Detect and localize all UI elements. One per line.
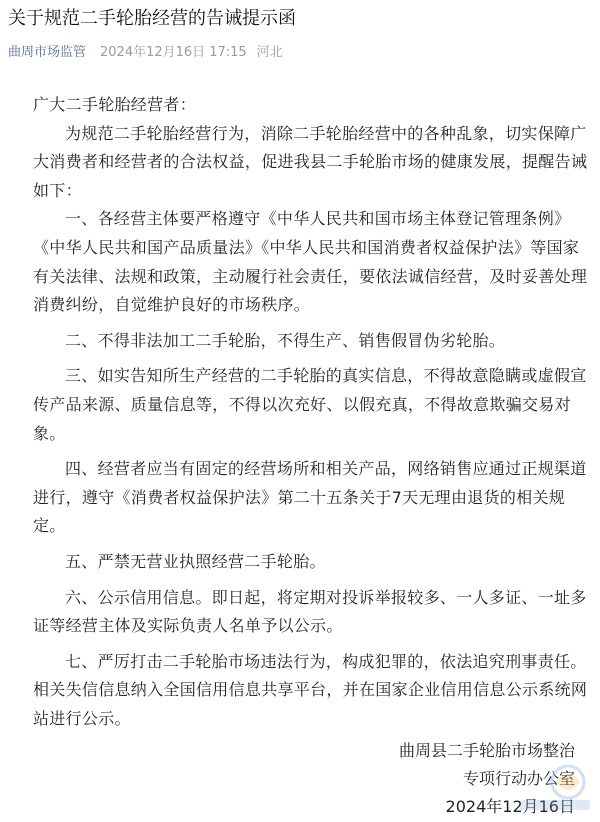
item-paragraph-7: 七、严厉打击二手轮胎市场违法行为，构成犯罪的，依法追究刑事责任。相关失信信息纳入全国信用信息共享平台，并在国家企业信用信息公示系统网站进行公示。 — [33, 651, 588, 728]
publish-location: 河北 — [256, 45, 283, 60]
signature-org-line-1: 曲周县二手轮胎市场整治 — [398, 741, 575, 760]
item-paragraph-6: 六、公示信用信息。即日起，将定期对投诉举报较多、一人多证、一址多证等经营主体及实际负责人名单予以公示。 — [33, 587, 587, 636]
greeting: 广大二手轮胎经营者： — [33, 95, 197, 114]
article-meta — [8, 44, 283, 62]
item-paragraph-2: 二、不得非法加工二手轮胎，不得生产、销售假冒伪劣轮胎。 — [65, 330, 506, 350]
item-paragraph-5: 五、严禁无营业执照经营二手轮胎。 — [65, 551, 326, 571]
publish-date: 2024年12月16日 — [100, 45, 206, 60]
item-paragraph-4: 四、经营者应当有固定的经营场所和相关产品，网络销售应通过正规渠道进行，遵守《消费者权益保护法》第二十五条关于7天无理由退货的相关规定。 — [33, 459, 587, 536]
article-title: 关于规范二手轮胎经营的告诫提示函 — [8, 8, 296, 29]
account-name-link[interactable]: 曲周市场监管 — [8, 45, 87, 60]
publish-time: 17:15 — [209, 45, 247, 60]
item-paragraph-1: 一、各经营主体要严格遵守《中华人民共和国市场主体登记管理条例》《中华人民共和国产品质量法》《中华人民共和国消费者权益保护法》等国家有关法律、法规和政策，主动履行社会责任，要依法诚信经营，及时妥善处理消费纠纷，自觉维护良好的市场秩序。 — [33, 209, 588, 315]
intro-paragraph: 为规范二手轮胎经营行为，消除二手轮胎经营中的各种乱象，切实保障广大消费者和经营者的合法权益，促进我县二手轮胎市场的健康发展，提醒告诫如下： — [33, 123, 588, 200]
item-paragraph-3: 三、如实告知所生产经营的二手轮胎的真实信息，不得故意隐瞒或虚假宣传产品来源、质量信息等，不得以次充好、以假充真，不得故意欺骗交易对象。 — [33, 366, 587, 443]
site-logo-watermark-icon — [510, 760, 598, 820]
article-body — [33, 91, 593, 733]
signature-date: 2024年12月16日 — [445, 797, 575, 816]
signature-org-line-2: 专项行动办公室 — [462, 769, 575, 788]
